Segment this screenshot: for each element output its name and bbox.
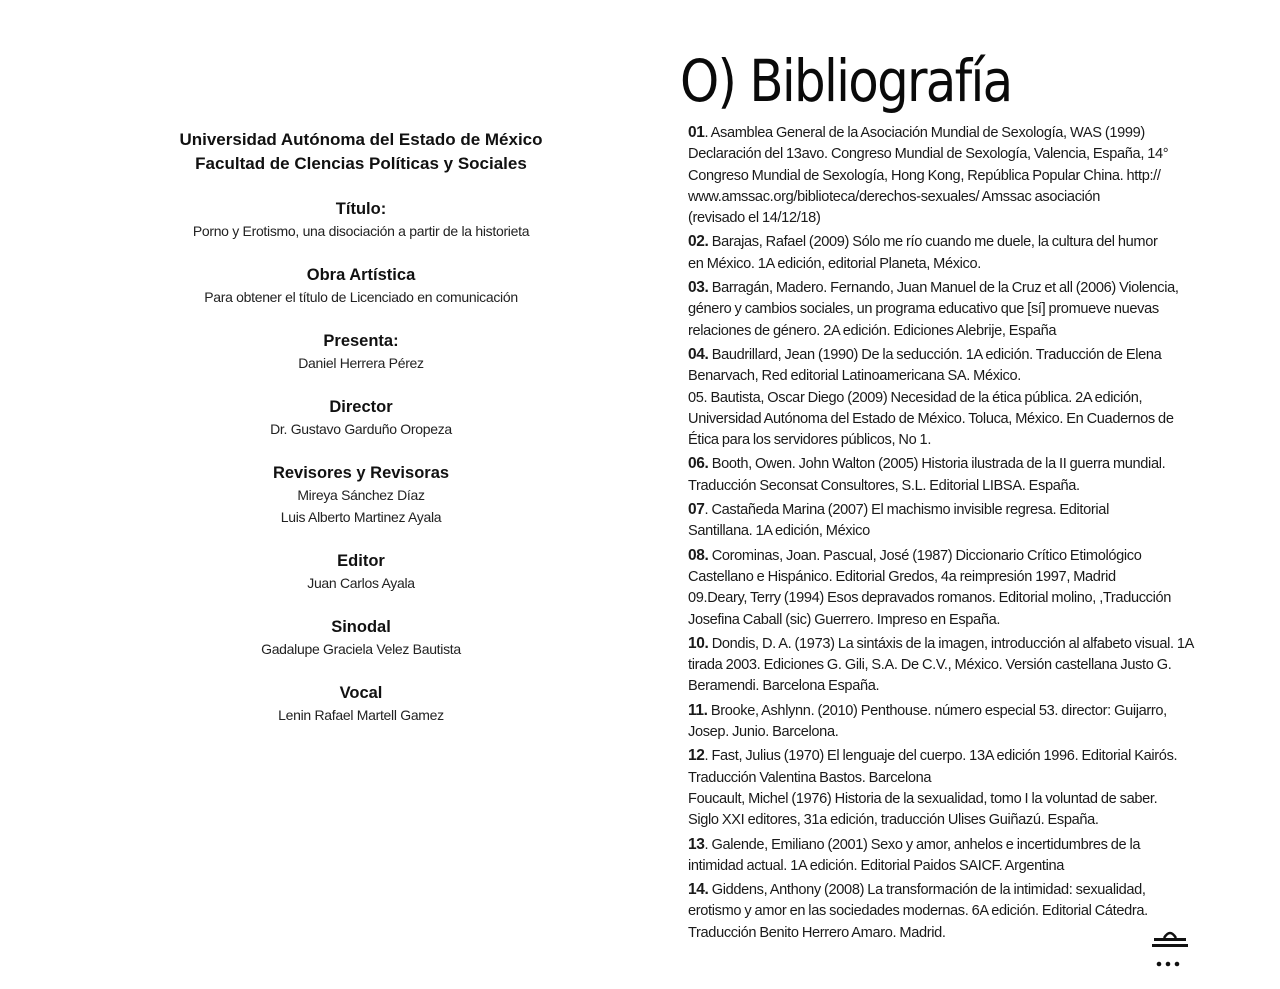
reference-number: 07 xyxy=(688,501,705,519)
reference-number: 03. xyxy=(688,279,709,297)
reference-line xyxy=(688,430,1228,451)
reference-line xyxy=(688,521,1228,542)
reference-text: Barajas, Rafael (2009) Sólo me río cuando me duele, la cultura del humor xyxy=(708,234,1158,251)
reference-line xyxy=(688,321,1228,342)
credit-heading: Sinodal xyxy=(331,618,391,636)
reference-text: Castellano e Hispánico. Editorial Gredos, 4a reimpresión 1997, Madrid xyxy=(688,568,1116,585)
reference-text: . Galende, Emiliano (2001) Sexo y amor, anhelos e incertidumbres de la xyxy=(704,836,1141,853)
reference-line xyxy=(688,366,1228,387)
reference-entry xyxy=(688,499,1228,543)
reference-line xyxy=(688,476,1228,497)
credit-block xyxy=(120,264,602,308)
reference-entry xyxy=(688,545,1228,631)
mayan-numeral-icon xyxy=(1150,926,1190,970)
reference-line xyxy=(688,187,1228,208)
reference-text: 05. Bautista, Oscar Diego (2009) Necesidad de la ética pública. 2A edición, xyxy=(688,389,1143,406)
reference-entry xyxy=(688,834,1228,878)
reference-text: Brooke, Ashlynn. (2010) Penthouse. número especial 53. director: Guijarro, xyxy=(707,702,1167,719)
credit-heading: Título: xyxy=(335,200,387,218)
credit-block xyxy=(120,682,602,726)
institution-line: Facultad de Clencias Políticas y Sociales xyxy=(195,154,527,173)
credit-value: Luis Alberto Martinez Ayala xyxy=(280,509,442,525)
reference-number: 10. xyxy=(688,634,709,652)
credit-value: Dr. Gustavo Garduño Oropeza xyxy=(270,421,452,437)
reference-number: 01 xyxy=(688,124,705,141)
credit-value: Lenin Rafael Martell Gamez xyxy=(278,707,444,723)
reference-text: 09.Deary, Terry (1994) Esos depravados romanos. Editorial molino, ,Traducción xyxy=(688,590,1172,607)
reference-text: Traducción Valentina Bastos. Barcelona xyxy=(688,769,932,786)
reference-text: Ética para los servidores públicos, No 1. xyxy=(688,432,932,449)
reference-line xyxy=(688,722,1228,743)
reference-text: www.amssac.org/biblioteca/derechos-sexuales/ Amssac asociación xyxy=(688,188,1101,205)
credit-block xyxy=(120,396,602,440)
reference-text: Universidad Autónoma del Estado de México. Toluca, México. En Cuadernos de xyxy=(688,410,1174,427)
reference-line xyxy=(688,144,1228,165)
reference-line xyxy=(688,856,1228,877)
reference-line xyxy=(688,208,1228,229)
reference-text: tirada 2003. Ediciones G. Gili, S.A. De C.V., México. Versión castellana Justo G. xyxy=(688,657,1172,674)
credit-heading: Vocal xyxy=(339,684,383,702)
credit-heading: Editor xyxy=(337,552,385,570)
credit-block xyxy=(120,330,602,374)
institution-line: Universidad Autónoma del Estado de México xyxy=(179,130,543,149)
reference-text: Traducción Seconsat Consultores, S.L. Editorial LIBSA. España. xyxy=(688,477,1080,494)
reference-line xyxy=(688,344,1228,366)
credit-value: Porno y Erotismo, una disociación a partir de la historieta xyxy=(192,223,530,239)
reference-text: Josep. Junio. Barcelona. xyxy=(688,724,839,741)
reference-line xyxy=(688,254,1228,275)
reference-text: Traducción Benito Herrero Amaro. Madrid. xyxy=(688,924,946,941)
reference-line xyxy=(688,768,1228,789)
reference-entry xyxy=(688,344,1228,451)
reference-text: Josefina Caball (sic) Guerrero. Impreso en España. xyxy=(688,611,1001,628)
reference-entry xyxy=(688,277,1228,342)
reference-text: Baudrillard, Jean (1990) De la seducción. 1A edición. Traducción de Elena xyxy=(708,346,1162,363)
reference-text: Booth, Owen. John Walton (2005) Historia ilustrada de la II guerra mundial. xyxy=(708,456,1166,473)
reference-number: 04. xyxy=(688,345,709,363)
reference-text: Corominas, Joan. Pascual, José (1987) Diccionario Crítico Etimológico xyxy=(708,547,1142,564)
reference-text: Siglo XXI editores, 31a edición, traducción Ulises Guiñazú. España. xyxy=(688,812,1099,829)
reference-text: (revisado el 14/12/18) xyxy=(688,210,821,227)
reference-text: intimidad actual. 1A edición. Editorial Paidos SAICF. Argentina xyxy=(688,857,1065,874)
reference-line xyxy=(688,567,1228,588)
credit-value: Gadalupe Graciela Velez Bautista xyxy=(261,641,461,657)
reference-line xyxy=(688,453,1228,475)
credit-block xyxy=(120,550,602,594)
reference-line xyxy=(688,901,1228,922)
reference-entry xyxy=(688,231,1228,275)
reference-line xyxy=(688,588,1228,609)
reference-number: 13 xyxy=(688,835,705,853)
reference-number: 11. xyxy=(688,701,708,719)
reference-line xyxy=(688,879,1228,901)
reference-number: 02. xyxy=(688,233,709,251)
reference-entry xyxy=(688,745,1228,831)
reference-line xyxy=(688,610,1228,631)
bibliography-list xyxy=(688,122,1228,946)
reference-line xyxy=(688,409,1228,430)
reference-line xyxy=(688,834,1228,856)
reference-line xyxy=(688,166,1228,187)
credit-value: Juan Carlos Ayala xyxy=(307,575,415,591)
reference-number: 14. xyxy=(688,881,709,899)
credit-block xyxy=(120,462,602,528)
credit-value: Para obtener el título de Licenciado en comunicación xyxy=(204,289,518,305)
institution xyxy=(120,128,602,176)
reference-text: Barragán, Madero. Fernando, Juan Manuel de la Cruz et all (2006) Violencia, xyxy=(708,280,1179,297)
credit-value: Daniel Herrera Pérez xyxy=(298,355,424,371)
reference-text: Declaración del 13avo. Congreso Mundial de Sexología, Valencia, España, 14° xyxy=(688,146,1169,163)
reference-text: . Castañeda Marina (2007) El machismo invisible regresa. Editorial xyxy=(704,502,1109,519)
reference-line xyxy=(688,655,1228,676)
reference-text: relaciones de género. 2A edición. Ediciones Alebrije, España xyxy=(688,322,1057,339)
reference-number: 06. xyxy=(688,455,709,473)
credit-heading: Director xyxy=(329,398,393,416)
credit-heading: Revisores y Revisoras xyxy=(272,464,450,482)
reference-text: Giddens, Anthony (2008) La transformación de la intimidad: sexualidad, xyxy=(708,882,1146,899)
reference-text: Congreso Mundial de Sexología, Hong Kong, República Popular China. http:// xyxy=(688,167,1161,184)
reference-text: Santillana. 1A edición, México xyxy=(688,523,870,540)
reference-line xyxy=(688,633,1228,655)
credit-heading: Obra Artística xyxy=(306,266,416,284)
credit-heading: Presenta: xyxy=(323,332,399,350)
reference-text: en México. 1A edición, editorial Planeta, México. xyxy=(688,255,981,272)
reference-line xyxy=(688,277,1228,299)
reference-line xyxy=(688,810,1228,831)
reference-line xyxy=(688,299,1228,320)
reference-line xyxy=(688,700,1228,722)
reference-text: . Asamblea General de la Asociación Mundial de Sexología, WAS (1999) xyxy=(704,125,1145,141)
reference-entry xyxy=(688,700,1228,744)
reference-text: Dondis, D. A. (1973) La sintáxis de la imagen, introducción al alfabeto visual. 1A xyxy=(708,635,1195,652)
reference-line xyxy=(688,231,1228,253)
reference-text: género y cambios sociales, un programa educativo que [sí] promueve nuevas xyxy=(688,301,1159,318)
credits-panel xyxy=(120,128,602,726)
reference-text: Beramendi. Barcelona España. xyxy=(688,678,880,695)
reference-text: . Fast, Julius (1970) El lenguaje del cuerpo. 13A edición 1996. Editorial Kairós. xyxy=(704,748,1178,765)
reference-entry xyxy=(688,633,1228,698)
credit-block xyxy=(120,616,602,660)
reference-line xyxy=(688,676,1228,697)
reference-entry xyxy=(688,879,1228,944)
reference-entry xyxy=(688,122,1228,229)
reference-text: Foucault, Michel (1976) Historia de la sexualidad, tomo I la voluntad de saber. xyxy=(688,790,1158,807)
reference-line xyxy=(688,388,1228,409)
credit-value: Mireya Sánchez Díaz xyxy=(297,487,425,503)
reference-line xyxy=(688,789,1228,810)
reference-entry xyxy=(688,453,1228,497)
reference-number: 12 xyxy=(688,747,705,765)
reference-number: 08. xyxy=(688,546,709,564)
page-title: O) Bibliografía xyxy=(680,47,1012,115)
reference-line xyxy=(688,745,1228,767)
reference-line xyxy=(688,499,1228,521)
reference-line xyxy=(688,545,1228,567)
reference-line xyxy=(688,923,1228,944)
reference-text: erotismo y amor en las sociedades modernas. 6A edición. Editorial Cátedra. xyxy=(688,903,1148,920)
reference-text: Benarvach, Red editorial Latinoamericana SA. México. xyxy=(688,368,1021,385)
credit-block xyxy=(120,198,602,242)
reference-line xyxy=(688,122,1228,144)
